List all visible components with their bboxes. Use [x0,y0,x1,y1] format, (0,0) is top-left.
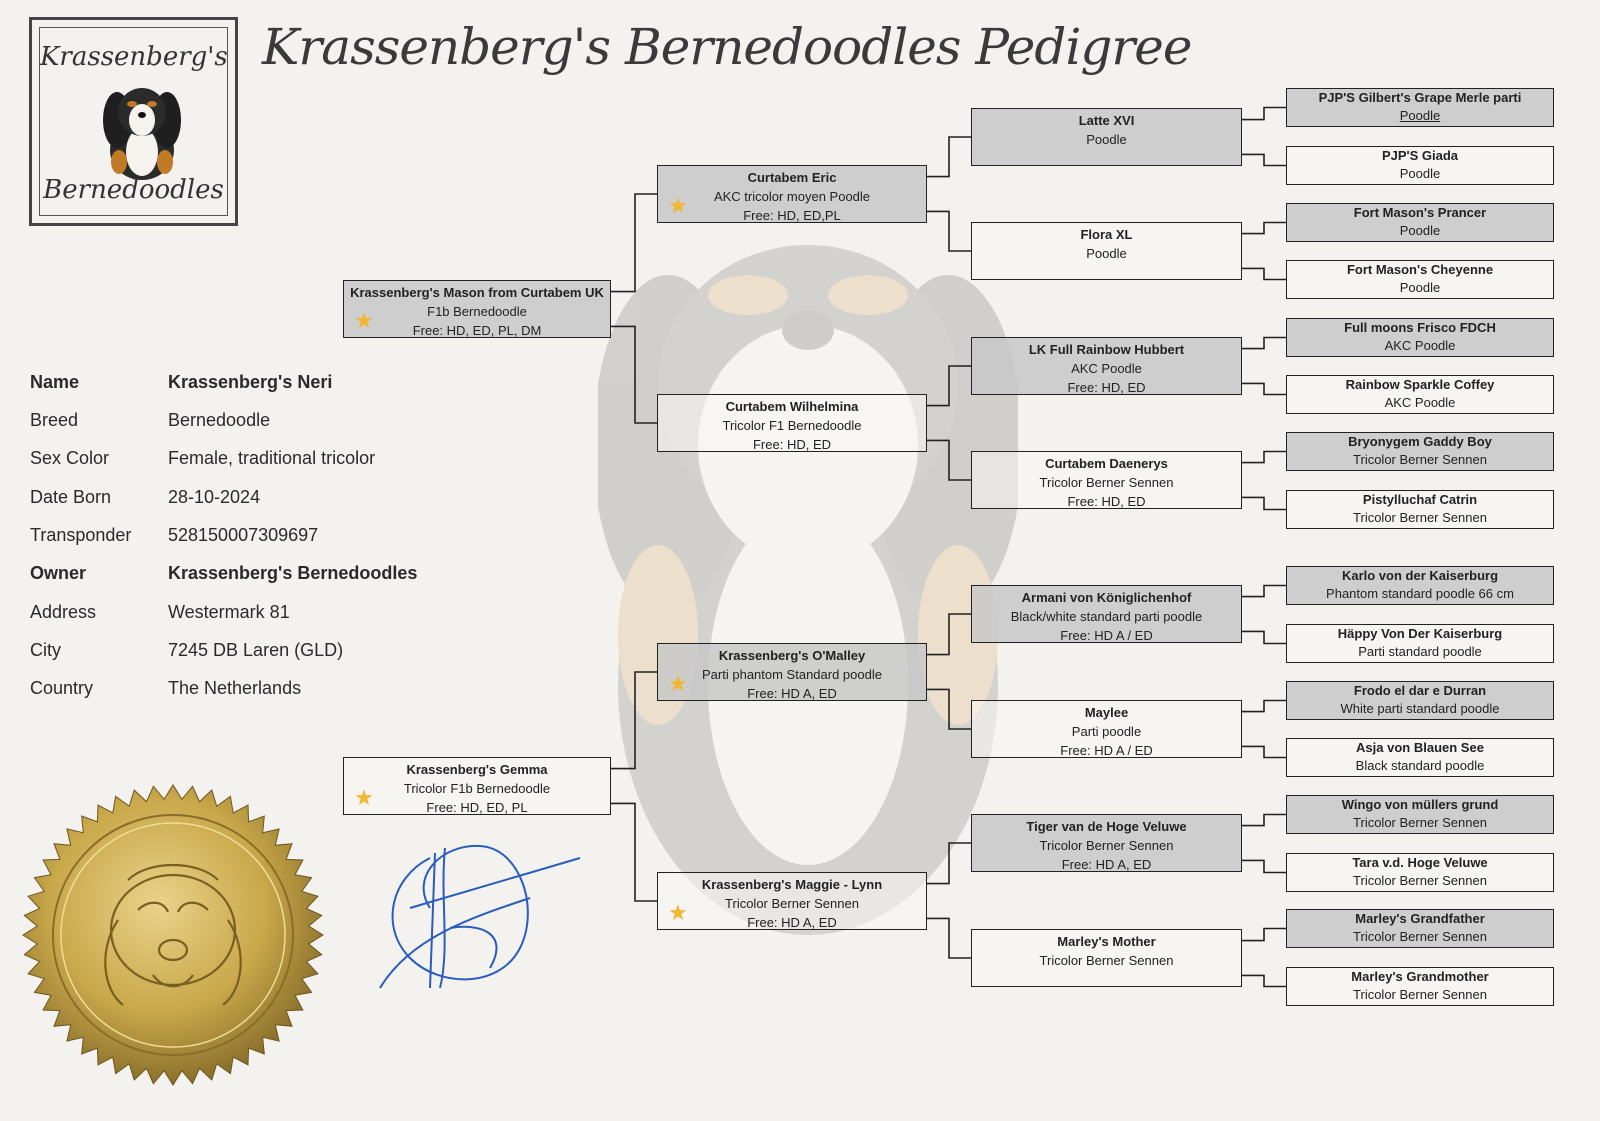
logo-top-text: Krassenberg's [40,42,228,72]
pedigree-box-gen3 [971,814,1242,872]
ancestor-detail: Free: HD, ED, PL [426,800,528,815]
ancestor-name: Full moons Frisco FDCH [1344,320,1496,335]
ancestor-detail: White parti standard poodle [1340,701,1500,716]
info-value: Westermark 81 [168,602,290,622]
ancestor-detail: Poodle [1399,166,1441,181]
ancestor-detail: Free: HD A, ED [747,915,837,930]
logo-bottom-text: Bernedoodles [43,175,224,205]
ancestor-name: Tiger van de Hoge Veluwe [1026,819,1187,834]
ancestor-detail: Tricolor Berner Sennen [1353,452,1487,467]
pedigree-box-gen3 [971,451,1242,509]
ancestor-name: Tara v.d. Hoge Veluwe [1352,855,1488,870]
ancestor-detail: Free: HD, ED [1067,494,1146,509]
ancestor-detail: AKC tricolor moyen Poodle [713,189,871,204]
ancestor-detail: Free: HD, ED,PL [743,208,841,223]
info-value: Female, traditional tricolor [168,448,376,468]
ancestor-name: Marley's Mother [1057,934,1156,949]
ancestor-name: Curtabem Eric [747,170,837,185]
info-value: Krassenberg's Bernedoodles [168,563,418,583]
ancestor-detail: AKC Poodle [1071,361,1142,376]
pedigree-box-gen2 [657,165,927,223]
ancestor-name: LK Full Rainbow Hubbert [1028,342,1185,357]
ancestor-name: Pistylluchaf Catrin [1362,492,1478,507]
star-icon: ★ [354,785,374,810]
star-icon: ★ [668,671,688,696]
ancestor-detail: Free: HD, ED, PL, DM [412,323,542,338]
ancestor-detail: Free: HD A / ED [1060,628,1153,643]
pedigree-box-gen1 [343,757,611,815]
ancestor-name: Krassenberg's Mason from Curtabem UK [350,285,604,300]
pedigree-box-gen2 [657,872,927,930]
pedigree-box-gen4 [1286,203,1554,242]
ancestor-name: PJP'S Gilbert's Grape Merle parti [1318,90,1522,105]
pedigree-box-gen3 [971,929,1242,987]
pedigree-box-gen4 [1286,146,1554,185]
info-value: The Netherlands [168,678,302,698]
info-value: Krassenberg's Neri [168,372,333,392]
ancestor-detail: Tricolor Berner Sennen [1353,510,1487,525]
ancestor-detail: Tricolor Berner Sennen [1353,929,1487,944]
pedigree-box-gen3 [971,222,1242,280]
ancestor-detail: Tricolor F1b Bernedoodle [403,781,551,796]
ancestor-detail: Poodle [1399,223,1441,238]
ancestor-name: Krassenberg's O'Malley [718,648,866,663]
ancestor-name: Karlo von der Kaiserburg [1341,568,1499,583]
ancestor-detail: Tricolor Berner Sennen [1353,987,1487,1002]
pedigree-box-gen2 [657,394,927,452]
pedigree-box-gen4 [1286,624,1554,663]
info-value: 528150007309697 [168,525,319,545]
ancestor-name: Curtabem Daenerys [1045,456,1168,471]
ancestor-detail: Tricolor Berner Sennen [1353,873,1487,888]
pedigree-box-gen4 [1286,88,1554,127]
pedigree-box-gen4 [1286,681,1554,720]
ancestor-name: Krassenberg's Gemma [406,762,548,777]
info-value: Bernedoodle [168,410,271,430]
ancestor-name: Latte XVI [1078,113,1135,128]
ancestor-name: Häppy Von Der Kaiserburg [1337,626,1503,641]
page-title: Krassenberg's Bernedoodles Pedigree [262,18,1192,76]
ancestor-detail: Free: HD A, ED [1061,857,1152,872]
gold-seal-icon [8,780,338,1090]
ancestor-detail: AKC Poodle [1384,395,1456,410]
ancestor-detail: Black standard poodle [1355,758,1485,773]
ancestor-name: Maylee [1084,705,1129,720]
ancestor-detail: Poodle [1399,108,1441,123]
ancestor-detail: Tricolor Berner Sennen [1039,475,1174,490]
pedigree-box-gen2 [657,643,927,701]
pedigree-box-gen4 [1286,795,1554,834]
ancestor-detail: AKC Poodle [1384,338,1456,353]
ancestor-detail: Tricolor Berner Sennen [1353,815,1487,830]
pedigree-box-gen4 [1286,375,1554,414]
info-label: Date Born [30,487,112,507]
ancestor-detail: Poodle [1086,246,1127,261]
ancestor-name: Rainbow Sparkle Coffey [1345,377,1495,392]
ancestor-detail: Poodle [1086,132,1127,147]
pedigree-box-gen3 [971,700,1242,758]
ancestor-detail: Black/white standard parti poodle [1010,609,1203,624]
ancestor-detail: Poodle [1399,280,1441,295]
ancestor-detail: Free: HD, ED [1067,380,1146,395]
ancestor-name: Wingo von müllers grund [1341,797,1499,812]
ancestor-name: Fort Mason's Prancer [1353,205,1487,220]
info-label: Country [30,678,94,698]
ancestor-detail: Parti standard poodle [1358,644,1482,659]
ancestor-detail: Tricolor F1 Bernedoodle [722,418,862,433]
ancestor-name: Frodo el dar e Durran [1353,683,1487,698]
pedigree-box-gen4 [1286,967,1554,1006]
info-value: 28-10-2024 [168,487,261,507]
ancestor-name: Bryonygem Gaddy Boy [1348,434,1492,449]
pedigree-box-gen4 [1286,909,1554,948]
ancestor-name: Asja von Blauen See [1356,740,1484,755]
ancestor-name: PJP'S Giada [1381,148,1459,163]
ancestor-detail: Parti poodle [1071,724,1142,739]
ancestor-detail: Free: HD A / ED [1060,743,1153,758]
info-label: Address [30,602,97,622]
info-value: 7245 DB Laren (GLD) [168,640,344,660]
pedigree-box-gen4 [1286,738,1554,777]
ancestor-detail: Tricolor Berner Sennen [1039,838,1174,853]
ancestor-detail: Tricolor Berner Sennen [725,896,859,911]
ancestor-detail: Free: HD, ED [752,437,831,452]
info-label: City [30,640,61,660]
ancestor-name: Curtabem Wilhelmina [725,399,859,414]
ancestor-detail: Phantom standard poodle 66 cm [1326,586,1514,601]
ancestor-detail: Tricolor Berner Sennen [1039,953,1174,968]
pedigree-box-gen1 [343,280,611,338]
ancestor-name: Marley's Grandmother [1351,969,1489,984]
pedigree-box-gen4 [1286,260,1554,299]
info-label: Transponder [30,525,132,545]
pedigree-box-gen3 [971,585,1242,643]
star-icon: ★ [354,308,374,333]
pedigree-box-gen4 [1286,566,1554,605]
ancestor-name: Marley's Grandfather [1355,911,1485,926]
pedigree-box-gen4 [1286,318,1554,357]
signature-icon [370,838,590,1008]
info-label: Sex Color [30,448,110,468]
pedigree-box-gen4 [1286,490,1554,529]
pedigree-box-gen4 [1286,432,1554,471]
info-label: Breed [30,410,79,430]
star-icon: ★ [668,193,688,218]
info-label: Name [30,372,80,392]
info-label: Owner [30,563,87,583]
pedigree-box-gen3 [971,337,1242,395]
ancestor-name: Flora XL [1080,227,1133,242]
ancestor-detail: Parti phantom Standard poodle [702,667,882,682]
ancestor-name: Armani von Königlichenhof [1021,590,1192,605]
pedigree-box-gen4 [1286,853,1554,892]
ancestor-detail: Free: HD A, ED [747,686,837,701]
ancestor-detail: F1b Bernedoodle [427,304,527,319]
ancestor-name: Fort Mason's Cheyenne [1346,262,1494,277]
ancestor-name: Krassenberg's Maggie - Lynn [701,877,883,892]
star-icon: ★ [668,900,688,925]
pedigree-box-gen3 [971,108,1242,166]
